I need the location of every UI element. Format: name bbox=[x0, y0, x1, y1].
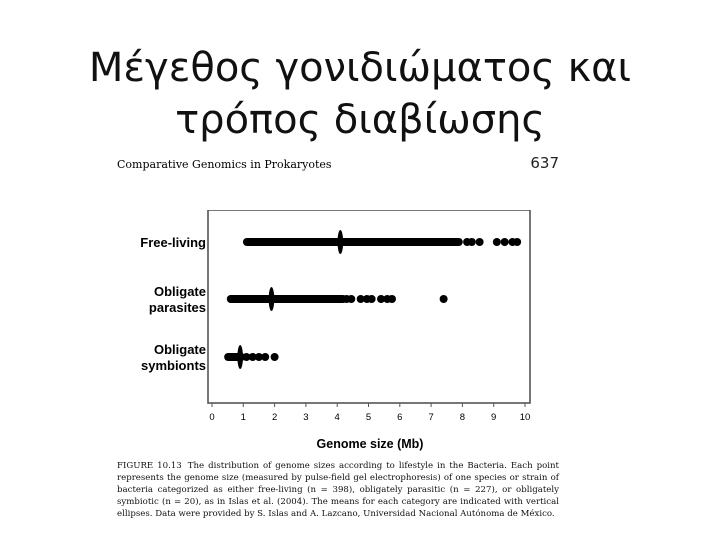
category-label-line: symbionts bbox=[140, 358, 206, 373]
x-axis-title: Genome size (Mb) bbox=[316, 437, 424, 451]
slide-title bbox=[60, 42, 660, 146]
data-point bbox=[308, 238, 316, 246]
category-label-2 bbox=[141, 342, 206, 373]
x-tick-label: 1 bbox=[240, 412, 246, 423]
data-point bbox=[347, 295, 355, 303]
data-point bbox=[371, 238, 379, 246]
data-point bbox=[408, 238, 416, 246]
category-label-line: parasites bbox=[148, 300, 206, 315]
x-tick-label: 10 bbox=[519, 412, 531, 423]
category-label-0 bbox=[140, 235, 206, 250]
genome-size-chart bbox=[130, 210, 550, 455]
data-point bbox=[271, 238, 279, 246]
x-tick-label: 5 bbox=[365, 412, 372, 423]
category-label-line: Free-living bbox=[140, 235, 206, 250]
data-point bbox=[311, 295, 319, 303]
data-point bbox=[468, 238, 476, 246]
data-point bbox=[327, 295, 335, 303]
x-tick-label: 9 bbox=[491, 412, 497, 423]
page-number: 637 bbox=[530, 154, 559, 172]
data-point bbox=[513, 238, 521, 246]
book-page-header bbox=[117, 154, 559, 176]
data-point bbox=[446, 238, 454, 246]
data-point bbox=[327, 238, 335, 246]
category-label-line: Obligate bbox=[153, 284, 206, 299]
data-point bbox=[249, 295, 257, 303]
data-point bbox=[352, 238, 360, 246]
data-point bbox=[280, 295, 288, 303]
x-tick-label: 7 bbox=[428, 412, 434, 423]
slide-title-line-1: Μέγεθος γονιδιώματος και bbox=[88, 45, 632, 91]
x-tick-label: 0 bbox=[209, 412, 215, 423]
x-tick-label: 6 bbox=[397, 412, 403, 423]
x-tick-label: 8 bbox=[459, 412, 466, 423]
x-tick-label: 2 bbox=[271, 412, 278, 423]
data-point bbox=[476, 238, 484, 246]
data-point bbox=[227, 295, 235, 303]
data-point bbox=[296, 295, 304, 303]
data-point bbox=[255, 238, 263, 246]
data-point bbox=[246, 238, 254, 246]
mean-marker bbox=[269, 287, 275, 311]
mean-marker bbox=[338, 230, 344, 254]
data-point bbox=[493, 238, 501, 246]
x-axis bbox=[209, 403, 530, 423]
data-point bbox=[440, 295, 448, 303]
data-point bbox=[501, 238, 509, 246]
data-point bbox=[388, 295, 396, 303]
data-point bbox=[258, 295, 266, 303]
category-label-line: Obligate bbox=[153, 342, 206, 357]
category-label-1 bbox=[149, 284, 206, 315]
data-point bbox=[261, 353, 269, 361]
book-title: Comparative Genomics in Prokaryotes bbox=[117, 158, 332, 171]
caption-text: The distribution of genome sizes according to lifestyle in the Bacteria. Each point represents the genome size (measured by pulse-field gel electrophoresis) of one species or strain of bacteria categorized as either free-living (n = 398), obligately parasitic (n = 227), or obligately symbiotic (n = 20), as in Islas et al. (2004). The means for each category are indicated with vertical ellipses. Data were provided by S. Islas and A. Lazcano, Universidad Nacional Autónoma de México. bbox=[117, 461, 559, 520]
slide-title-line-2: τρόπος διαβίωσης bbox=[175, 97, 545, 143]
x-tick-label: 3 bbox=[303, 412, 309, 423]
data-point bbox=[271, 353, 279, 361]
figure-caption bbox=[117, 460, 559, 520]
data-point bbox=[236, 295, 244, 303]
caption-label: FIGURE 10.13 bbox=[117, 461, 182, 471]
data-point bbox=[390, 238, 398, 246]
x-tick-label: 4 bbox=[334, 412, 340, 423]
data-point bbox=[289, 238, 297, 246]
category-labels bbox=[140, 235, 206, 373]
data-point bbox=[427, 238, 435, 246]
mean-marker bbox=[237, 345, 243, 369]
data-point bbox=[368, 295, 376, 303]
